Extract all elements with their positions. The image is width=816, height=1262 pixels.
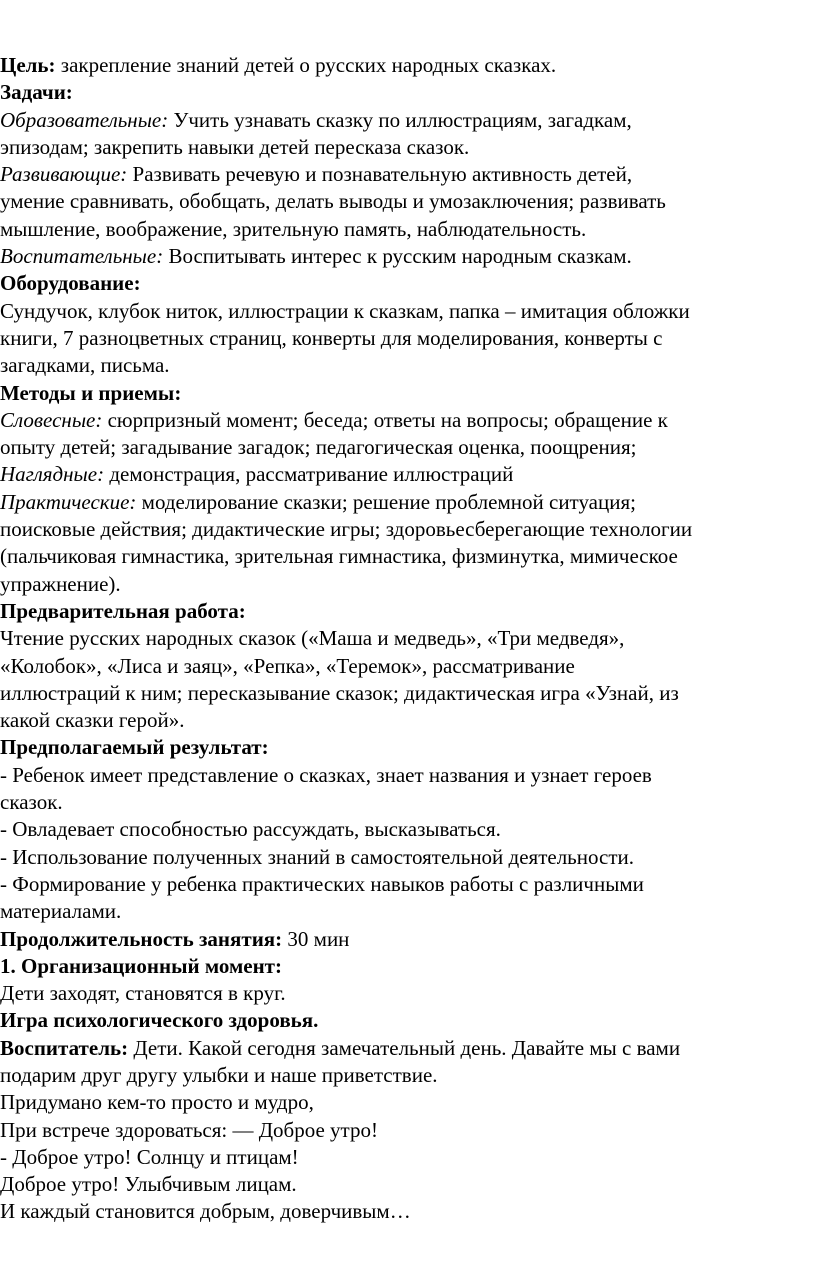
body-text: - Овладевает способностью рассуждать, высказываться. xyxy=(0,817,501,842)
body-text: иллюстраций к ним; пересказывание сказок; дидактическая игра «Узнай, из xyxy=(0,680,679,705)
body-text: - Использование полученных знаний в самостоятельной деятельности. xyxy=(0,844,635,869)
body-text: сказок. xyxy=(0,790,63,815)
body-text: материалами. xyxy=(0,899,122,924)
text-line xyxy=(0,707,812,734)
italic-label: Воспитательные: xyxy=(0,244,164,269)
text-line xyxy=(0,161,812,188)
text-line xyxy=(0,653,812,680)
body-text: Воспитывать интерес к русским народным сказкам. xyxy=(163,244,632,269)
text-line xyxy=(0,898,812,925)
body-text: 30 мин xyxy=(282,926,350,951)
body-text: опыту детей; загадывание загадок; педагогическая оценка, поощрения; xyxy=(0,435,637,460)
text-line xyxy=(0,734,812,761)
text-line xyxy=(0,953,812,980)
text-line xyxy=(0,762,812,789)
text-line xyxy=(0,188,812,215)
text-line xyxy=(0,1007,812,1034)
body-text: Учить узнавать сказку по иллюстрациям, загадкам, xyxy=(168,107,632,132)
bold-label: Продолжительность занятия: xyxy=(0,926,283,951)
body-text: Придумано кем-то просто и мудро, xyxy=(0,1090,314,1115)
text-line xyxy=(0,1117,812,1144)
text-line xyxy=(0,598,812,625)
text-line xyxy=(0,407,812,434)
text-line xyxy=(0,1062,812,1089)
body-text: загадками, письма. xyxy=(0,353,170,378)
text-line xyxy=(0,625,812,652)
text-line xyxy=(0,107,812,134)
text-line xyxy=(0,298,812,325)
text-line xyxy=(0,434,812,461)
text-line xyxy=(0,134,812,161)
bold-label: Оборудование: xyxy=(0,271,141,296)
body-text: сюрпризный момент; беседа; ответы на вопросы; обращение к xyxy=(102,407,668,432)
text-line xyxy=(0,980,812,1007)
body-text: демонстрация, рассматривание иллюстраций xyxy=(104,462,514,487)
text-line xyxy=(0,1171,812,1198)
body-text: Дети заходят, становятся в круг. xyxy=(0,981,286,1006)
body-text: - Формирование у ребенка практических навыков работы с различными xyxy=(0,871,644,896)
bold-label: 1. Организационный момент: xyxy=(0,953,282,978)
italic-label: Развивающие: xyxy=(0,162,128,187)
italic-label: Образовательные: xyxy=(0,107,169,132)
body-text: поисковые действия; дидактические игры; здоровьесберегающие технологии xyxy=(0,517,693,542)
body-text: Чтение русских народных сказок («Маша и медведь», «Три медведя», xyxy=(0,626,625,651)
text-line xyxy=(0,1089,812,1116)
text-line xyxy=(0,489,812,516)
bold-label: Задачи: xyxy=(0,80,73,105)
text-line xyxy=(0,571,812,598)
bold-label: Методы и приемы: xyxy=(0,380,182,405)
body-text: Дети. Какой сегодня замечательный день. Давайте мы с вами xyxy=(128,1035,681,1060)
body-text: Сундучок, клубок ниток, иллюстрации к сказкам, папка – имитация обложки xyxy=(0,298,690,323)
text-line xyxy=(0,1198,812,1225)
text-line xyxy=(0,79,812,106)
body-text: При встрече здороваться: — Доброе утро! xyxy=(0,1117,378,1142)
body-text: Доброе утро! Улыбчивым лицам. xyxy=(0,1172,297,1197)
text-line xyxy=(0,270,812,297)
body-text: закрепление знаний детей о русских народных сказках. xyxy=(55,53,557,77)
body-text: И каждый становится добрым, доверчивым… xyxy=(0,1199,411,1224)
bold-label: Цель: xyxy=(0,53,56,77)
body-text: книги, 7 разноцветных страниц, конверты для моделирования, конверты с xyxy=(0,325,663,350)
text-line xyxy=(0,680,812,707)
body-text: Развивать речевую и познавательную активность детей, xyxy=(127,162,633,187)
text-line xyxy=(0,543,812,570)
text-line xyxy=(0,325,812,352)
text-line xyxy=(0,380,812,407)
text-line xyxy=(0,926,812,953)
body-text: упражнение). xyxy=(0,571,121,596)
body-text: мышление, воображение, зрительную память, наблюдательность. xyxy=(0,216,587,241)
text-line xyxy=(0,816,812,843)
bold-label: Предполагаемый результат: xyxy=(0,735,269,760)
body-text: - Доброе утро! Солнцу и птицам! xyxy=(0,1144,299,1169)
text-line xyxy=(0,216,812,243)
document-page xyxy=(0,52,812,1226)
bold-label: Предварительная работа: xyxy=(0,598,246,623)
body-text: (пальчиковая гимнастика, зрительная гимнастика, физминутка, мимическое xyxy=(0,544,678,569)
italic-label: Практические: xyxy=(0,489,137,514)
italic-label: Наглядные: xyxy=(0,462,105,487)
text-line xyxy=(0,243,812,270)
bold-label: Воспитатель: xyxy=(0,1035,129,1060)
text-line xyxy=(0,844,812,871)
text-line xyxy=(0,1144,812,1171)
body-text: - Ребенок имеет представление о сказках, знает названия и узнает героев xyxy=(0,762,652,787)
body-text: «Колобок», «Лиса и заяц», «Репка», «Теремок», рассматривание xyxy=(0,653,575,678)
body-text: подарим друг другу улыбки и наше приветствие. xyxy=(0,1062,438,1087)
text-line xyxy=(0,789,812,816)
italic-label: Словесные: xyxy=(0,407,103,432)
text-line xyxy=(0,352,812,379)
body-text: умение сравнивать, обобщать, делать выводы и умозаключения; развивать xyxy=(0,189,666,214)
text-line xyxy=(0,461,812,488)
text-line xyxy=(0,516,812,543)
bold-label: Игра психологического здоровья. xyxy=(0,1008,319,1033)
text-line xyxy=(0,871,812,898)
body-text: какой сказки герой». xyxy=(0,708,185,733)
text-line xyxy=(0,1035,812,1062)
body-text: эпизодам; закрепить навыки детей пересказа сказок. xyxy=(0,134,470,159)
text-line xyxy=(0,52,812,79)
body-text: моделирование сказки; решение проблемной ситуация; xyxy=(136,489,636,514)
